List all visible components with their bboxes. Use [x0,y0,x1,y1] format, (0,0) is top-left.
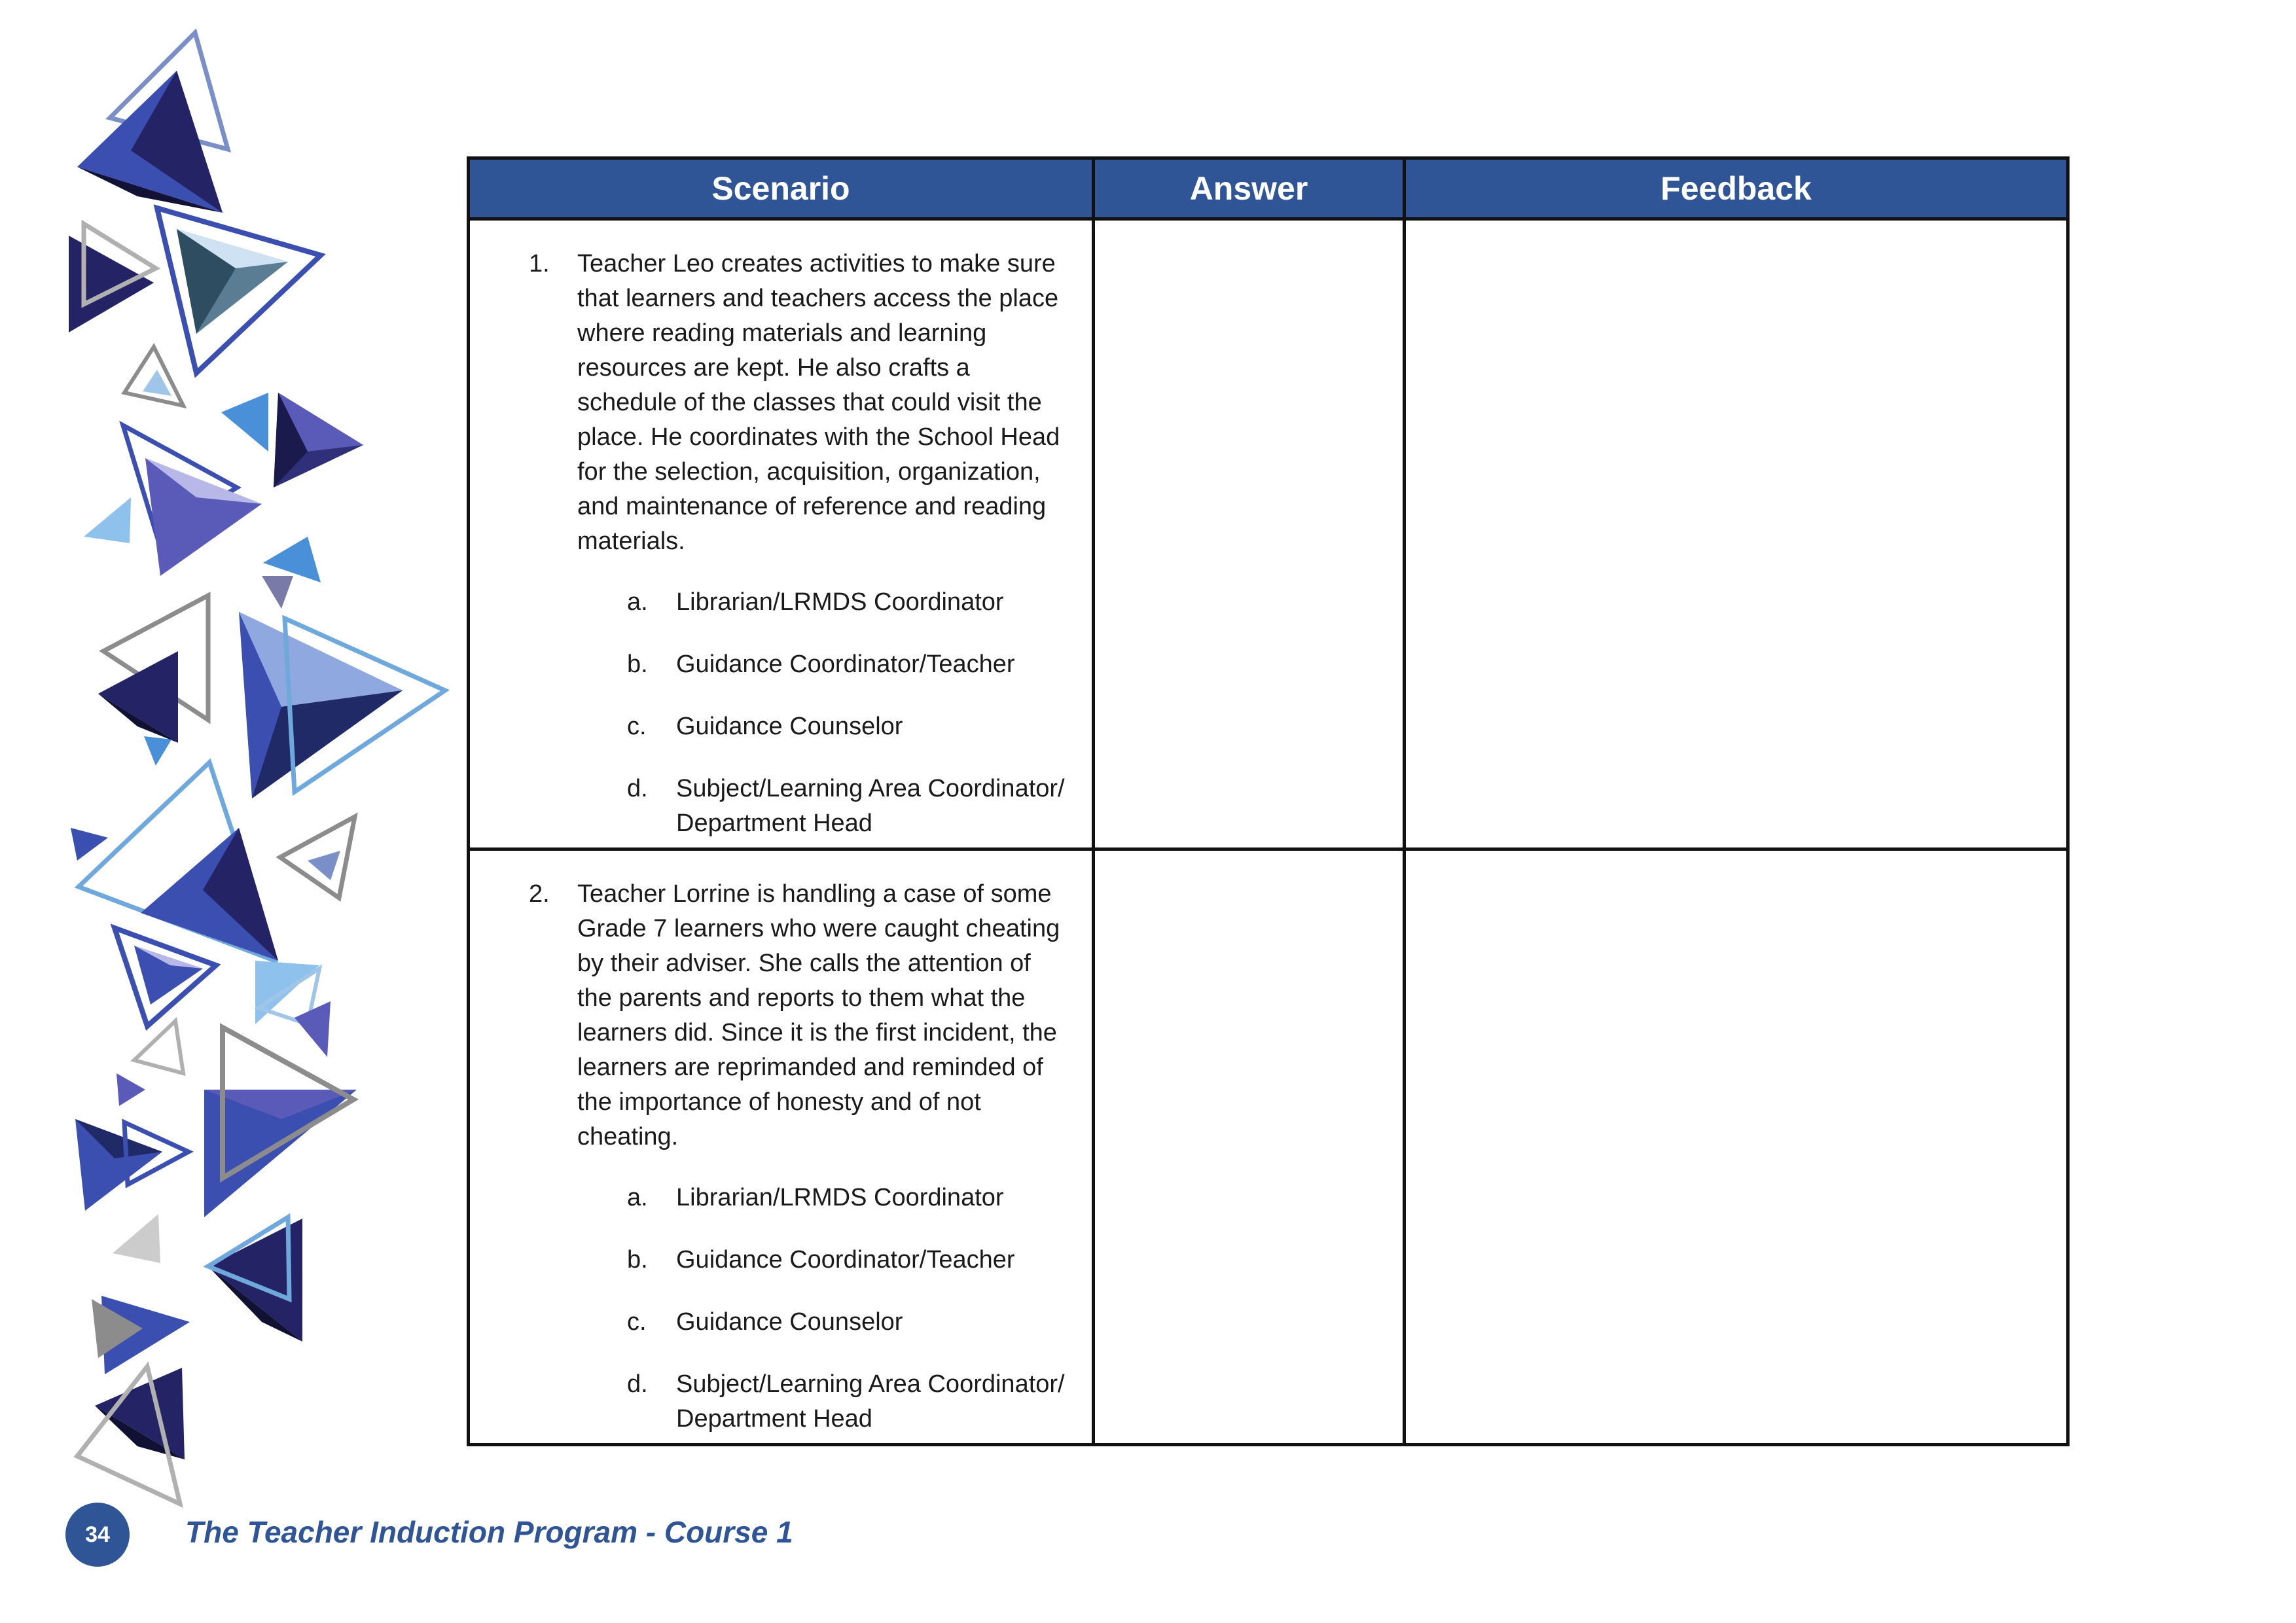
question-number: 2. [529,880,550,908]
table-row [469,849,2068,1445]
list-item [627,647,1072,682]
scenario-question [529,877,1072,1154]
option-text: Guidance Counselor [676,1308,903,1336]
option-text: Guidance Coordinator/Teacher [676,1246,1015,1274]
option-text: Librarian/LRMDS Coordinator [676,1184,1004,1211]
table-header-row [469,158,2068,219]
question-text: Teacher Leo creates activities to make sure that learners and teachers access the place where reading materials and learning resources are kept. He also crafts a schedule of the classes that could visit the place. He coordinates with the School Head for the selection, acquisition, organization, and maintenance of reference and reading materials. [577,250,1060,555]
scenario-question [529,247,1072,559]
option-letter: c. [627,713,647,740]
answer-cell[interactable] [1094,219,1405,849]
option-letter: d. [627,1370,648,1398]
list-item [627,1243,1072,1277]
option-text: Subject/Learning Area Coordinator/ Department Head [676,1370,1065,1433]
option-letter: a. [627,1184,648,1211]
options-list [529,1181,1072,1436]
option-letter: b. [627,1246,648,1274]
question-number: 1. [529,250,550,277]
answer-cell[interactable] [1094,849,1405,1445]
scenario-table [467,156,2070,1446]
header-answer: Answer [1094,158,1405,219]
feedback-cell[interactable] [1405,219,2068,849]
option-letter: d. [627,775,648,802]
option-text: Guidance Coordinator/Teacher [676,651,1015,678]
list-item [627,585,1072,620]
option-letter: b. [627,651,648,678]
header-feedback: Feedback [1405,158,2068,219]
option-text: Guidance Counselor [676,713,903,740]
list-item [627,1367,1072,1436]
decorative-triangles [0,0,471,1531]
option-text: Subject/Learning Area Coordinator/ Department Head [676,775,1065,837]
page-number-badge: 34 [65,1503,130,1567]
scenario-cell [469,219,1094,849]
header-scenario: Scenario [469,158,1094,219]
table-row [469,219,2068,849]
option-text: Librarian/LRMDS Coordinator [676,588,1004,616]
question-text: Teacher Lorrine is handling a case of some Grade 7 learners who were caught cheating by their adviser. She calls the attention of the parents and reports to them what the learners did. Since it is the first incident, the learners are reprimanded and reminded of the importance of honesty and of not cheating. [577,880,1060,1150]
options-list [529,585,1072,841]
scenario-cell [469,849,1094,1445]
footer-title: The Teacher Induction Program - Course 1 [185,1515,793,1549]
list-item [627,1305,1072,1340]
feedback-cell[interactable] [1405,849,2068,1445]
list-item [627,772,1072,841]
option-letter: a. [627,588,648,616]
option-letter: c. [627,1308,647,1336]
list-item [627,709,1072,744]
list-item [627,1181,1072,1215]
